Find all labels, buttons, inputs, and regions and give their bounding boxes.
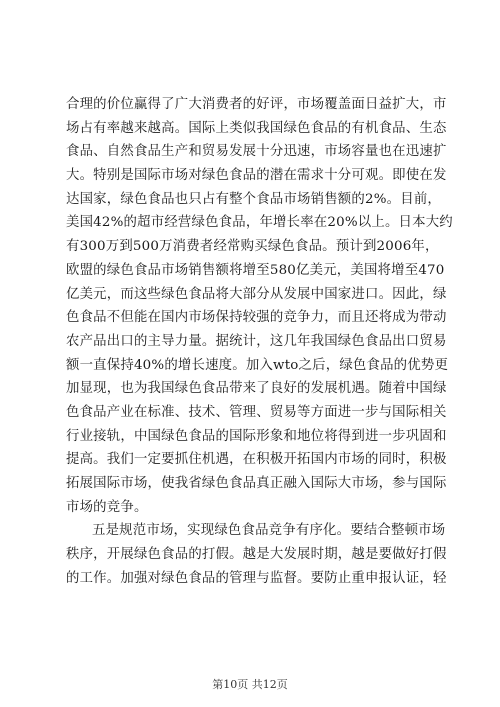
text-line: 美国42%的超市经营绿色食品，年增长率在20%以上。日本大约 [66, 215, 453, 231]
text-line: 色食品不但能在国内市场保持较强的竞争力，而且还将成为带动 [66, 310, 447, 326]
text-line: 达国家，绿色食品也只占有整个食品市场销售额的2%。目前， [66, 191, 441, 207]
text-line: 的工作。加强对绿色食品的管理与监督。要防止重申报认证，轻 [66, 570, 447, 586]
text-line: 额一直保持40%的增长速度。加入wto之后，绿色食品的优势更 [66, 357, 449, 373]
text-line: 有300万到500万消费者经常购买绿色食品。预计到2006年， [66, 239, 439, 255]
text-line: 大。特别是国际市场对绿色食品的潜在需求十分可观。即使在发 [66, 168, 447, 184]
page-footer: 第10页 共12页 [212, 678, 288, 691]
text-line: 市场的竞争。 [66, 499, 148, 515]
text-line: 秩序，开展绿色食品的打假。越是大发展时期，越是要做好打假 [66, 547, 447, 563]
text-line: 行业接轨，中国绿色食品的国际形象和地位将得到进一步巩固和 [66, 428, 447, 444]
text-line: 场占有率越来越高。国际上类似我国绿色食品的有机食品、生态 [66, 120, 447, 136]
text-line: 拓展国际市场，使我省绿色食品真正融入国际大市场，参与国际 [66, 476, 447, 491]
text-line: 亿美元，而这些绿色食品将大部分从发展中国家进口。因此，绿 [66, 286, 447, 302]
text-line: 加显现，也为我国绿色食品带来了良好的发展机遇。随着中国绿 [66, 381, 447, 397]
paragraph-start-line: 五是规范市场，实现绿色食品竞争有序化。要结合整顿市场 [92, 523, 446, 539]
text-line: 合理的价位赢得了广大消费者的好评，市场覆盖面日益扩大，市 [66, 97, 447, 112]
text-line: 提高。我们一定要抓住机遇，在积极开拓国内市场的同时，积极 [66, 452, 447, 468]
text-line: 食品、自然食品生产和贸易发展十分迅速，市场容量也在迅速扩 [66, 144, 447, 160]
text-line: 色食品产业在标准、技术、管理、贸易等方面进一步与国际相关 [66, 404, 447, 420]
text-line: 欧盟的绿色食品市场销售额将增至580亿美元，美国将增至470 [66, 262, 445, 278]
text-line: 农产品出口的主导力量。据统计，这几年我国绿色食品出口贸易 [66, 333, 447, 349]
body-text [66, 93, 453, 590]
